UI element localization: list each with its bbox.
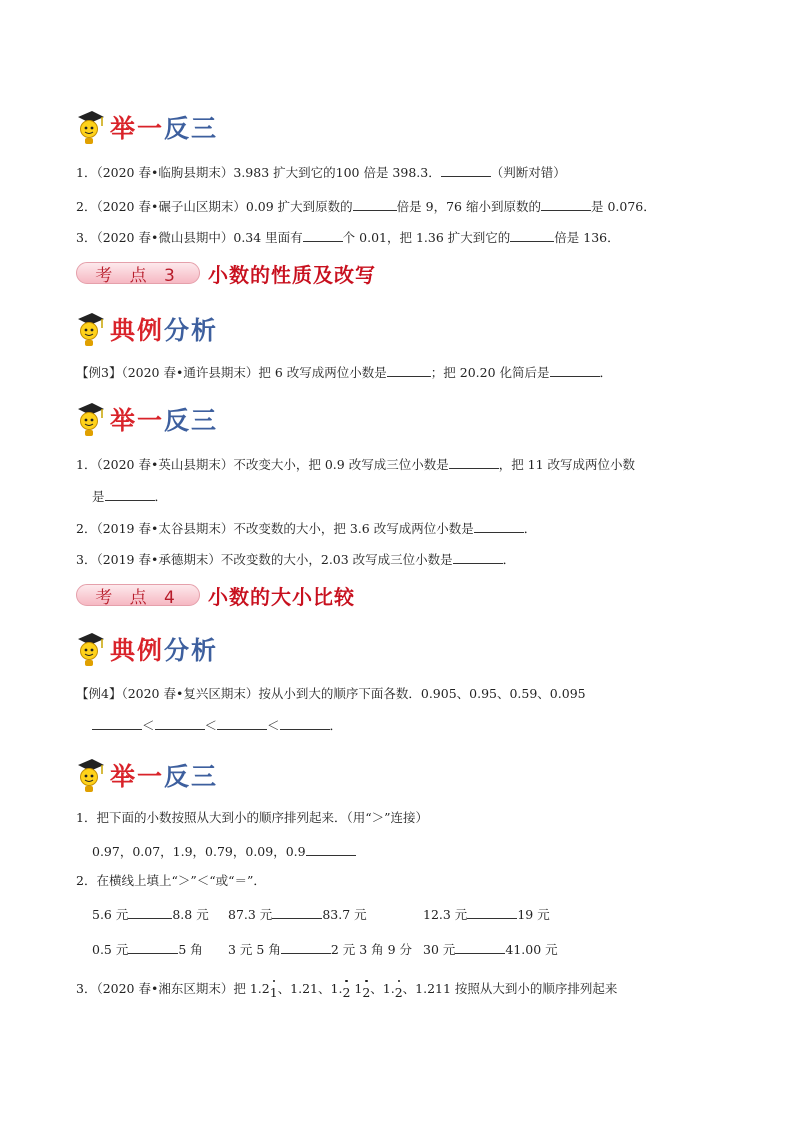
- question-2: 2．（2020 春•碾子山区期末）0.09 扩大到原数的 倍是 9，76 缩小到原数的 是 0.076．: [76, 199, 656, 214]
- mascot-icon: [74, 310, 106, 350]
- juyi-fansan-banner: [74, 396, 218, 444]
- question-1-numbers: 0.97，0.07，1.9，0.79，0.09，0.9: [92, 843, 356, 861]
- kaodian-4-header: [76, 580, 355, 610]
- question-2: 2．（2019 春•太谷县期末）不改变数的大小，把 3.6 改写成两位小数是 ．: [76, 521, 537, 536]
- mascot-icon: [74, 108, 106, 148]
- compare-row-2-mid: 3 元 5 角 2 元 3 角 9 分: [228, 942, 413, 957]
- kaodian-label: 考 点 4: [76, 584, 200, 606]
- banner-title: 举一反三: [110, 405, 219, 435]
- compare-row-1-mid: 87.3 元 83.7 元: [228, 907, 367, 922]
- kaodian-label: 考 点 3: [76, 262, 200, 284]
- answer-blank[interactable]: [306, 843, 356, 856]
- dianli-fenxi-banner: [74, 626, 218, 674]
- question-1-cont: 是 ．: [92, 489, 168, 504]
- banner-title: 典例分析: [110, 315, 219, 345]
- question-1: 1．（2020 春•英山县期末）不改变大小，把 0.9 改写成三位小数是 ，把 11 改写成两位小数: [76, 457, 636, 472]
- answer-blank[interactable]: [467, 906, 517, 919]
- repeating-digit: 2: [342, 985, 351, 1000]
- question-3: 3．（2019 春•承德期末）不改变数的大小，2.03 改写成三位小数是 ．: [76, 552, 516, 567]
- answer-blank[interactable]: [441, 164, 491, 177]
- question-3: 3．（2020 春•湘东区期末）把 1.21、1.21、1.2 12、1.2、1.211 按照从大到小的顺序排列起来: [76, 981, 618, 1000]
- compare-row-2-left: 0.5 元 5 角: [92, 942, 203, 957]
- answer-blank[interactable]: [449, 456, 499, 469]
- question-1: 1．把下面的小数按照从大到小的顺序排列起来．（用“＞”连接）: [76, 810, 428, 825]
- compare-row-2-right: 30 元 41.00 元: [423, 942, 558, 957]
- mascot-icon: [74, 400, 106, 440]
- question-2: 2．在横线上填上“＞”＜“或“＝”．: [76, 873, 266, 888]
- answer-blank[interactable]: [280, 717, 330, 730]
- juyi-fansan-banner: [74, 104, 218, 152]
- answer-blank[interactable]: [474, 520, 524, 533]
- answer-blank[interactable]: [550, 364, 600, 377]
- mascot-icon: [74, 756, 106, 796]
- answer-blank[interactable]: [353, 198, 397, 211]
- answer-blank[interactable]: [453, 551, 503, 564]
- answer-blank[interactable]: [455, 941, 505, 954]
- kaodian-3-header: [76, 258, 376, 288]
- answer-blank[interactable]: [217, 717, 267, 730]
- question-1: 1．（2020 春•临朐县期末）3.983 扩大到它的100 倍是 398.3． （判断对错）: [76, 165, 566, 180]
- banner-title: 举一反三: [110, 113, 219, 143]
- answer-blank[interactable]: [92, 717, 142, 730]
- kaodian-title: 小数的性质及改写: [208, 262, 376, 287]
- banner-title: 举一反三: [110, 761, 219, 791]
- compare-row-1-right: 12.3 元 19 元: [423, 907, 550, 922]
- example-3: 【例3】（2020 春•通许县期末）把 6 改写成两位小数是 ；把 20.20 化简后是 ．: [76, 365, 613, 380]
- answer-blank[interactable]: [303, 229, 343, 242]
- answer-blank[interactable]: [541, 198, 591, 211]
- answer-blank[interactable]: [155, 717, 205, 730]
- repeating-digit: 2: [362, 985, 371, 1000]
- banner-title: 典例分析: [110, 635, 219, 665]
- answer-blank[interactable]: [105, 488, 155, 501]
- answer-blank[interactable]: [281, 941, 331, 954]
- example-4-blanks: ＜ ＜ ＜ ．: [92, 717, 342, 735]
- answer-blank[interactable]: [387, 364, 431, 377]
- mascot-icon: [74, 630, 106, 670]
- repeating-digit: 1: [269, 985, 278, 1000]
- answer-blank[interactable]: [272, 906, 322, 919]
- kaodian-title: 小数的大小比较: [208, 584, 355, 609]
- repeating-digit: 2: [394, 985, 403, 1000]
- example-4: 【例4】（2020 春•复兴区期末）按从小到大的顺序下面各数．0.905、0.95、0.59、0.095: [76, 686, 586, 701]
- answer-blank[interactable]: [128, 941, 178, 954]
- question-3: 3．（2020 春•微山县期中）0.34 里面有 个 0.01，把 1.36 扩大到它的 倍是 136．: [76, 230, 620, 245]
- dianli-fenxi-banner: [74, 306, 218, 354]
- compare-row-1-left: 5.6 元 8.8 元: [92, 907, 209, 922]
- answer-blank[interactable]: [128, 906, 172, 919]
- juyi-fansan-banner: [74, 752, 218, 800]
- answer-blank[interactable]: [510, 229, 554, 242]
